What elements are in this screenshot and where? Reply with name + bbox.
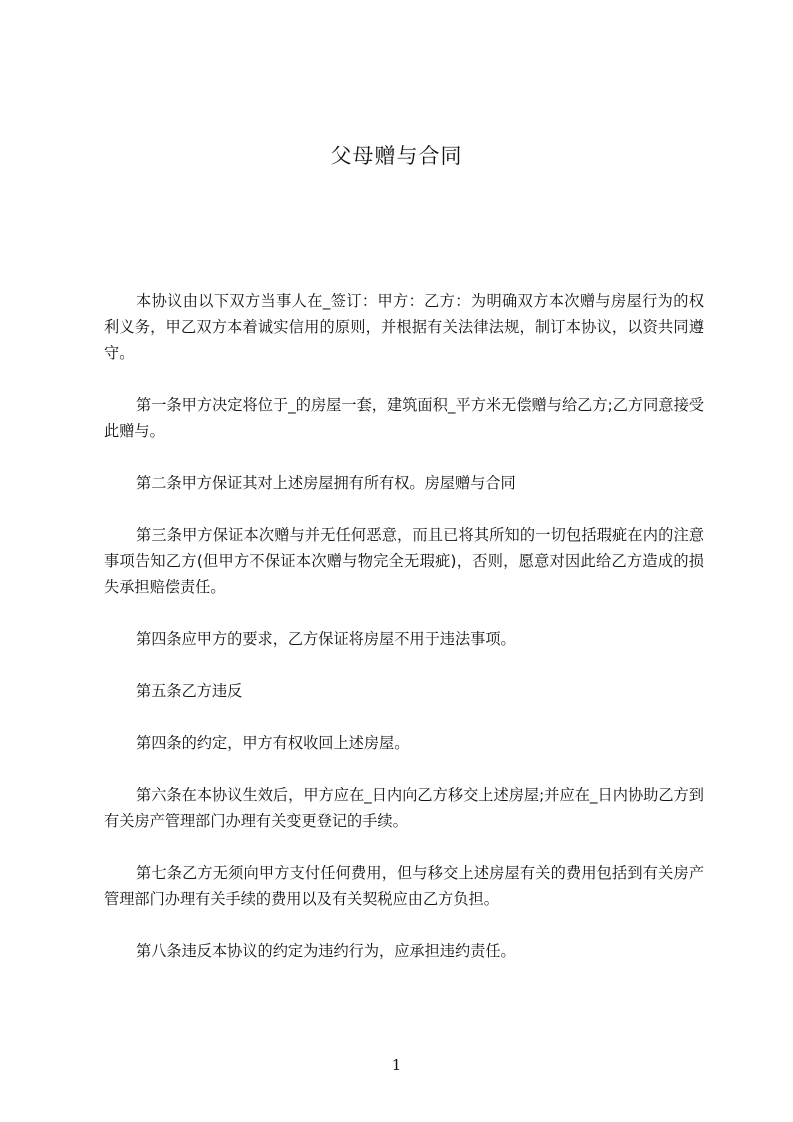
paragraph-article-5: 第五条乙方违反 [136,682,243,700]
paragraph-article-8: 第八条违反本协议的约定为违约行为，应承担违约责任。 [136,942,516,960]
document-title: 父母赠与合同 [330,144,463,168]
paragraph-article-1: 第一条甲方决定将位于_的房屋一套，建筑面积_平方米无偿赠与给乙方;乙方同意接受此赠与。 [104,396,704,440]
paragraph-article-4: 第四条应甲方的要求，乙方保证将房屋不用于违法事项。 [136,630,516,648]
paragraph-article-3: 第三条甲方保证本次赠与并无任何恶意，而且已将其所知的一切包括瑕疵在内的注意事项告知乙方(但甲方不保证本次赠与物完全无瑕疵)，否则，愿意对因此给乙方造成的损失承担赔偿责任。 [104,526,704,596]
paragraph-article-7: 第七条乙方无须向甲方支付任何费用，但与移交上述房屋有关的费用包括到有关房产管理部门办理有关手续的费用以及有关契税应由乙方负担。 [104,864,704,908]
page-number: 1 [391,1056,402,1074]
paragraph-article-6: 第六条在本协议生效后，甲方应在_日内向乙方移交上述房屋;并应在_日内协助乙方到有关房产管理部门办理有关变更登记的手续。 [104,786,704,830]
paragraph-preamble: 本协议由以下双方当事人在_签订：甲方：乙方：为明确双方本次赠与房屋行为的权利义务，甲乙双方本着诚实信用的原则，并根据有关法律法规，制订本协议，以资共同遵守。 [104,292,704,362]
paragraph-article-5-continued: 第四条的约定，甲方有权收回上述房屋。 [136,734,410,752]
document-body [104,288,704,964]
paragraph-article-2: 第二条甲方保证其对上述房屋拥有所有权。房屋赠与合同 [136,474,516,492]
